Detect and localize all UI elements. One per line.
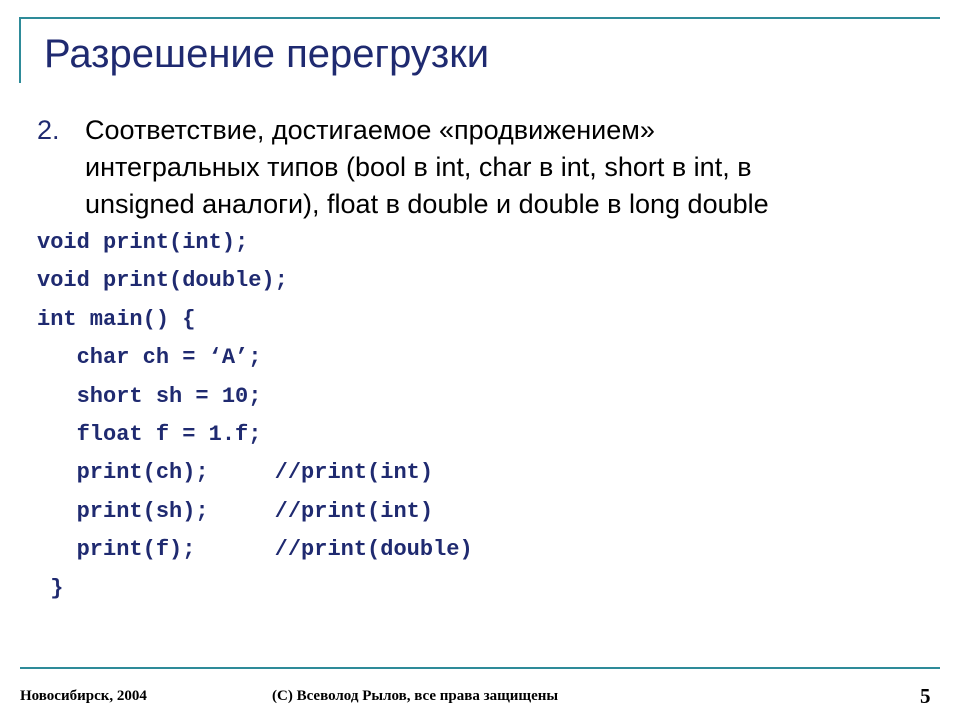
code-line: short sh = 10; (37, 383, 262, 409)
footer-rule (20, 667, 940, 669)
bullet-line: интегральных типов (bool в int, char в int, short в int, в (85, 152, 752, 182)
code-line: print(f); //print(double) (37, 537, 473, 563)
code-line: int main() { (37, 306, 196, 332)
slide-title: Разрешение перегрузки (44, 32, 490, 76)
footer-location: Новосибирск, 2004 (20, 688, 147, 704)
code-line: } (37, 575, 64, 601)
bullet-number: 2. (37, 115, 60, 145)
code-line: void print(int); (37, 230, 249, 255)
code-line: print(sh); //print(int) (37, 498, 434, 524)
bullet-text (85, 112, 945, 223)
code-line: char ch = ‘A’; (37, 345, 262, 371)
code-line: float f = 1.f; (37, 422, 262, 448)
bullet-line: Соответствие, достигаемое «продвижением» (85, 115, 655, 145)
header-top-rule (20, 17, 940, 19)
header-left-rule (19, 17, 21, 83)
code-line: print(ch); //print(int) (37, 460, 434, 486)
code-line: void print(double); (37, 268, 288, 294)
code-block (37, 224, 473, 608)
bullet-line: unsigned аналоги), float в double и double в long double (85, 189, 769, 219)
footer-copyright: (C) Всеволод Рылов, все права защищены (272, 688, 559, 704)
page-number: 5 (920, 684, 931, 708)
